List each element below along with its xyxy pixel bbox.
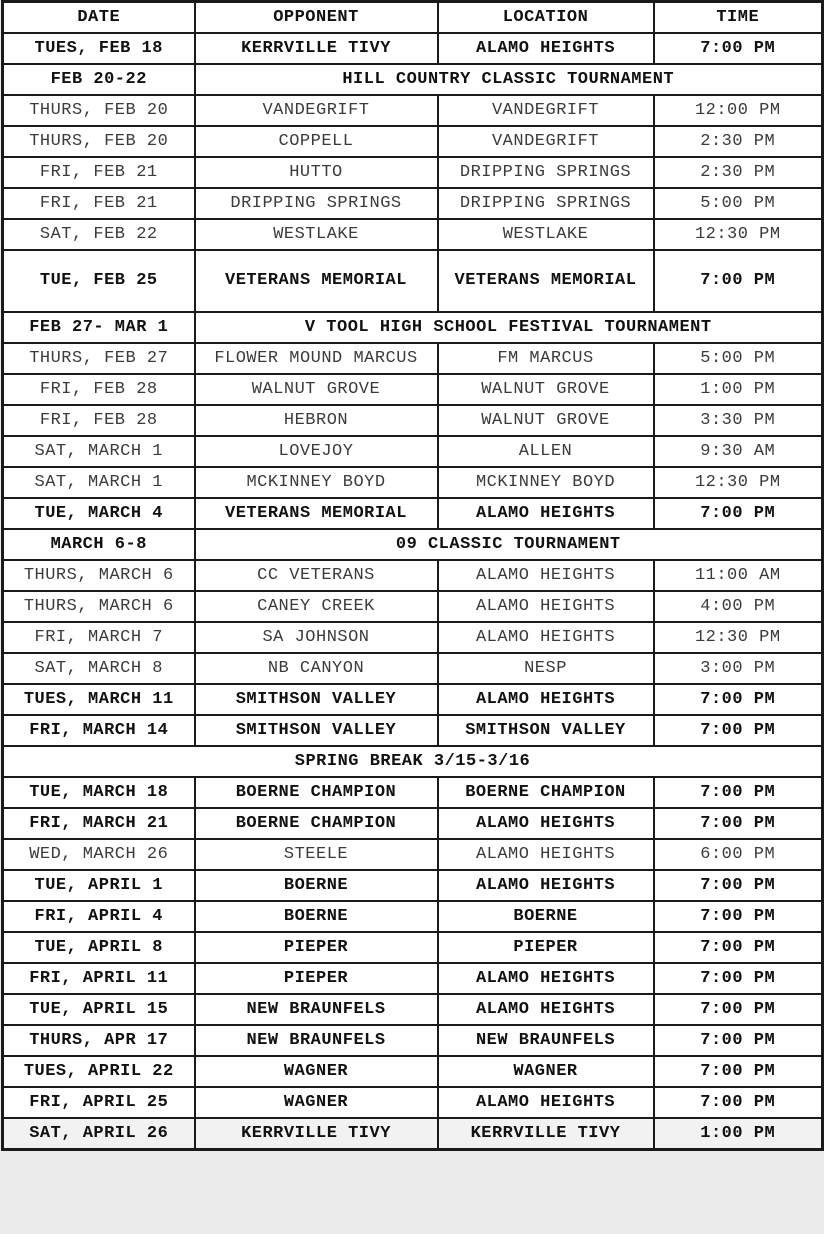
game-opponent: WAGNER (195, 1087, 438, 1118)
game-location: WESTLAKE (438, 219, 654, 250)
tournament-dates: FEB 27- MAR 1 (3, 312, 195, 343)
tournament-row (3, 64, 823, 95)
game-date: TUE, MARCH 4 (3, 498, 195, 529)
game-location: DRIPPING SPRINGS (438, 157, 654, 188)
game-date: WED, MARCH 26 (3, 839, 195, 870)
game-time: 7:00 PM (654, 963, 823, 994)
game-date: FRI, FEB 21 (3, 188, 195, 219)
game-location: BOERNE (438, 901, 654, 932)
game-location: ALAMO HEIGHTS (438, 684, 654, 715)
game-row (3, 250, 823, 312)
game-opponent: PIEPER (195, 963, 438, 994)
game-location: ALAMO HEIGHTS (438, 994, 654, 1025)
game-date: TUES, FEB 18 (3, 33, 195, 64)
game-row (3, 777, 823, 808)
game-opponent: MCKINNEY BOYD (195, 467, 438, 498)
game-date: TUE, APRIL 1 (3, 870, 195, 901)
game-location: VANDEGRIFT (438, 126, 654, 157)
game-opponent: NEW BRAUNFELS (195, 1025, 438, 1056)
game-row (3, 808, 823, 839)
break-row (3, 746, 823, 777)
game-date: SAT, MARCH 1 (3, 436, 195, 467)
game-row (3, 901, 823, 932)
game-row (3, 405, 823, 436)
game-time: 7:00 PM (654, 777, 823, 808)
game-opponent: LOVEJOY (195, 436, 438, 467)
game-date: FRI, MARCH 14 (3, 715, 195, 746)
game-time: 5:00 PM (654, 343, 823, 374)
game-time: 1:00 PM (654, 1118, 823, 1150)
game-date: FRI, APRIL 25 (3, 1087, 195, 1118)
tournament-dates: MARCH 6-8 (3, 529, 195, 560)
game-location: WALNUT GROVE (438, 405, 654, 436)
game-opponent: NEW BRAUNFELS (195, 994, 438, 1025)
game-row (3, 188, 823, 219)
game-row (3, 343, 823, 374)
game-location: ALAMO HEIGHTS (438, 33, 654, 64)
game-location: PIEPER (438, 932, 654, 963)
game-row (3, 932, 823, 963)
game-date: SAT, APRIL 26 (3, 1118, 195, 1150)
game-date: THURS, FEB 20 (3, 126, 195, 157)
game-row (3, 436, 823, 467)
game-time: 7:00 PM (654, 994, 823, 1025)
game-time: 1:00 PM (654, 374, 823, 405)
game-opponent: WESTLAKE (195, 219, 438, 250)
game-location: DRIPPING SPRINGS (438, 188, 654, 219)
game-date: THURS, MARCH 6 (3, 591, 195, 622)
game-date: SAT, MARCH 8 (3, 653, 195, 684)
game-opponent: HEBRON (195, 405, 438, 436)
game-location: ALLEN (438, 436, 654, 467)
game-time: 12:00 PM (654, 95, 823, 126)
game-location: SMITHSON VALLEY (438, 715, 654, 746)
game-row (3, 591, 823, 622)
game-location: MCKINNEY BOYD (438, 467, 654, 498)
game-row (3, 219, 823, 250)
game-date: TUE, FEB 25 (3, 250, 195, 312)
game-row (3, 684, 823, 715)
game-row (3, 994, 823, 1025)
game-opponent: BOERNE CHAMPION (195, 777, 438, 808)
game-opponent: FLOWER MOUND MARCUS (195, 343, 438, 374)
game-date: THURS, APR 17 (3, 1025, 195, 1056)
game-location: NEW BRAUNFELS (438, 1025, 654, 1056)
game-location: ALAMO HEIGHTS (438, 870, 654, 901)
game-date: TUES, MARCH 11 (3, 684, 195, 715)
game-row (3, 1025, 823, 1056)
column-header-location: LOCATION (438, 2, 654, 34)
game-time: 7:00 PM (654, 901, 823, 932)
column-header-time: TIME (654, 2, 823, 34)
game-row (3, 963, 823, 994)
game-opponent: SMITHSON VALLEY (195, 684, 438, 715)
column-header-date: DATE (3, 2, 195, 34)
game-location: VANDEGRIFT (438, 95, 654, 126)
game-time: 7:00 PM (654, 808, 823, 839)
game-row (3, 715, 823, 746)
game-time: 7:00 PM (654, 1087, 823, 1118)
game-time: 4:00 PM (654, 591, 823, 622)
game-date: SAT, FEB 22 (3, 219, 195, 250)
game-row (3, 374, 823, 405)
game-date: TUE, MARCH 18 (3, 777, 195, 808)
game-row (3, 498, 823, 529)
tournament-dates: FEB 20-22 (3, 64, 195, 95)
game-time: 7:00 PM (654, 932, 823, 963)
schedule-table (1, 0, 824, 1151)
game-opponent: COPPELL (195, 126, 438, 157)
game-location: WALNUT GROVE (438, 374, 654, 405)
game-time: 7:00 PM (654, 1056, 823, 1087)
game-time: 12:30 PM (654, 219, 823, 250)
game-opponent: BOERNE (195, 901, 438, 932)
game-row (3, 622, 823, 653)
game-date: THURS, MARCH 6 (3, 560, 195, 591)
game-date: THURS, FEB 27 (3, 343, 195, 374)
game-time: 7:00 PM (654, 498, 823, 529)
game-date: TUE, APRIL 15 (3, 994, 195, 1025)
game-time: 7:00 PM (654, 1025, 823, 1056)
game-opponent: PIEPER (195, 932, 438, 963)
game-opponent: SMITHSON VALLEY (195, 715, 438, 746)
break-title: SPRING BREAK 3/15-3/16 (3, 746, 823, 777)
game-location: VETERANS MEMORIAL (438, 250, 654, 312)
game-opponent: WAGNER (195, 1056, 438, 1087)
game-location: ALAMO HEIGHTS (438, 808, 654, 839)
header-row (3, 2, 823, 34)
game-location: ALAMO HEIGHTS (438, 498, 654, 529)
game-time: 7:00 PM (654, 684, 823, 715)
game-opponent: HUTTO (195, 157, 438, 188)
schedule-body (3, 33, 823, 1150)
game-date: TUE, APRIL 8 (3, 932, 195, 963)
game-location: ALAMO HEIGHTS (438, 1087, 654, 1118)
game-opponent: CANEY CREEK (195, 591, 438, 622)
game-location: ALAMO HEIGHTS (438, 963, 654, 994)
tournament-row (3, 312, 823, 343)
game-row (3, 126, 823, 157)
game-date: FRI, APRIL 11 (3, 963, 195, 994)
game-location: FM MARCUS (438, 343, 654, 374)
game-date: FRI, MARCH 7 (3, 622, 195, 653)
game-opponent: VANDEGRIFT (195, 95, 438, 126)
game-row (3, 1056, 823, 1087)
game-time: 6:00 PM (654, 839, 823, 870)
game-opponent: BOERNE CHAMPION (195, 808, 438, 839)
game-opponent: STEELE (195, 839, 438, 870)
game-location: ALAMO HEIGHTS (438, 591, 654, 622)
game-opponent: KERRVILLE TIVY (195, 1118, 438, 1150)
game-opponent: VETERANS MEMORIAL (195, 250, 438, 312)
game-opponent: SA JOHNSON (195, 622, 438, 653)
tournament-title: V TOOL HIGH SCHOOL FESTIVAL TOURNAMENT (195, 312, 823, 343)
game-opponent: KERRVILLE TIVY (195, 33, 438, 64)
tournament-row (3, 529, 823, 560)
game-time: 7:00 PM (654, 870, 823, 901)
game-date: FRI, FEB 28 (3, 374, 195, 405)
game-opponent: VETERANS MEMORIAL (195, 498, 438, 529)
game-row (3, 870, 823, 901)
game-time: 7:00 PM (654, 715, 823, 746)
game-location: KERRVILLE TIVY (438, 1118, 654, 1150)
column-header-opponent: OPPONENT (195, 2, 438, 34)
game-date: THURS, FEB 20 (3, 95, 195, 126)
game-date: TUES, APRIL 22 (3, 1056, 195, 1087)
game-location: ALAMO HEIGHTS (438, 622, 654, 653)
game-opponent: DRIPPING SPRINGS (195, 188, 438, 219)
game-row (3, 157, 823, 188)
game-time: 7:00 PM (654, 250, 823, 312)
game-row (3, 1087, 823, 1118)
game-date: FRI, FEB 28 (3, 405, 195, 436)
tournament-title: HILL COUNTRY CLASSIC TOURNAMENT (195, 64, 823, 95)
game-location: BOERNE CHAMPION (438, 777, 654, 808)
game-time: 9:30 AM (654, 436, 823, 467)
game-opponent: NB CANYON (195, 653, 438, 684)
game-opponent: BOERNE (195, 870, 438, 901)
game-date: FRI, APRIL 4 (3, 901, 195, 932)
game-row (3, 653, 823, 684)
game-time: 3:00 PM (654, 653, 823, 684)
game-row (3, 560, 823, 591)
game-row (3, 95, 823, 126)
game-time: 3:30 PM (654, 405, 823, 436)
game-row (3, 839, 823, 870)
game-time: 2:30 PM (654, 157, 823, 188)
game-location: WAGNER (438, 1056, 654, 1087)
game-time: 11:00 AM (654, 560, 823, 591)
game-row (3, 467, 823, 498)
game-row (3, 1118, 823, 1150)
game-location: ALAMO HEIGHTS (438, 560, 654, 591)
game-location: ALAMO HEIGHTS (438, 839, 654, 870)
game-time: 2:30 PM (654, 126, 823, 157)
game-time: 12:30 PM (654, 467, 823, 498)
game-opponent: WALNUT GROVE (195, 374, 438, 405)
game-opponent: CC VETERANS (195, 560, 438, 591)
game-time: 12:30 PM (654, 622, 823, 653)
game-time: 7:00 PM (654, 33, 823, 64)
game-row (3, 33, 823, 64)
tournament-title: 09 CLASSIC TOURNAMENT (195, 529, 823, 560)
game-location: NESP (438, 653, 654, 684)
game-time: 5:00 PM (654, 188, 823, 219)
game-date: FRI, FEB 21 (3, 157, 195, 188)
game-date: SAT, MARCH 1 (3, 467, 195, 498)
game-date: FRI, MARCH 21 (3, 808, 195, 839)
